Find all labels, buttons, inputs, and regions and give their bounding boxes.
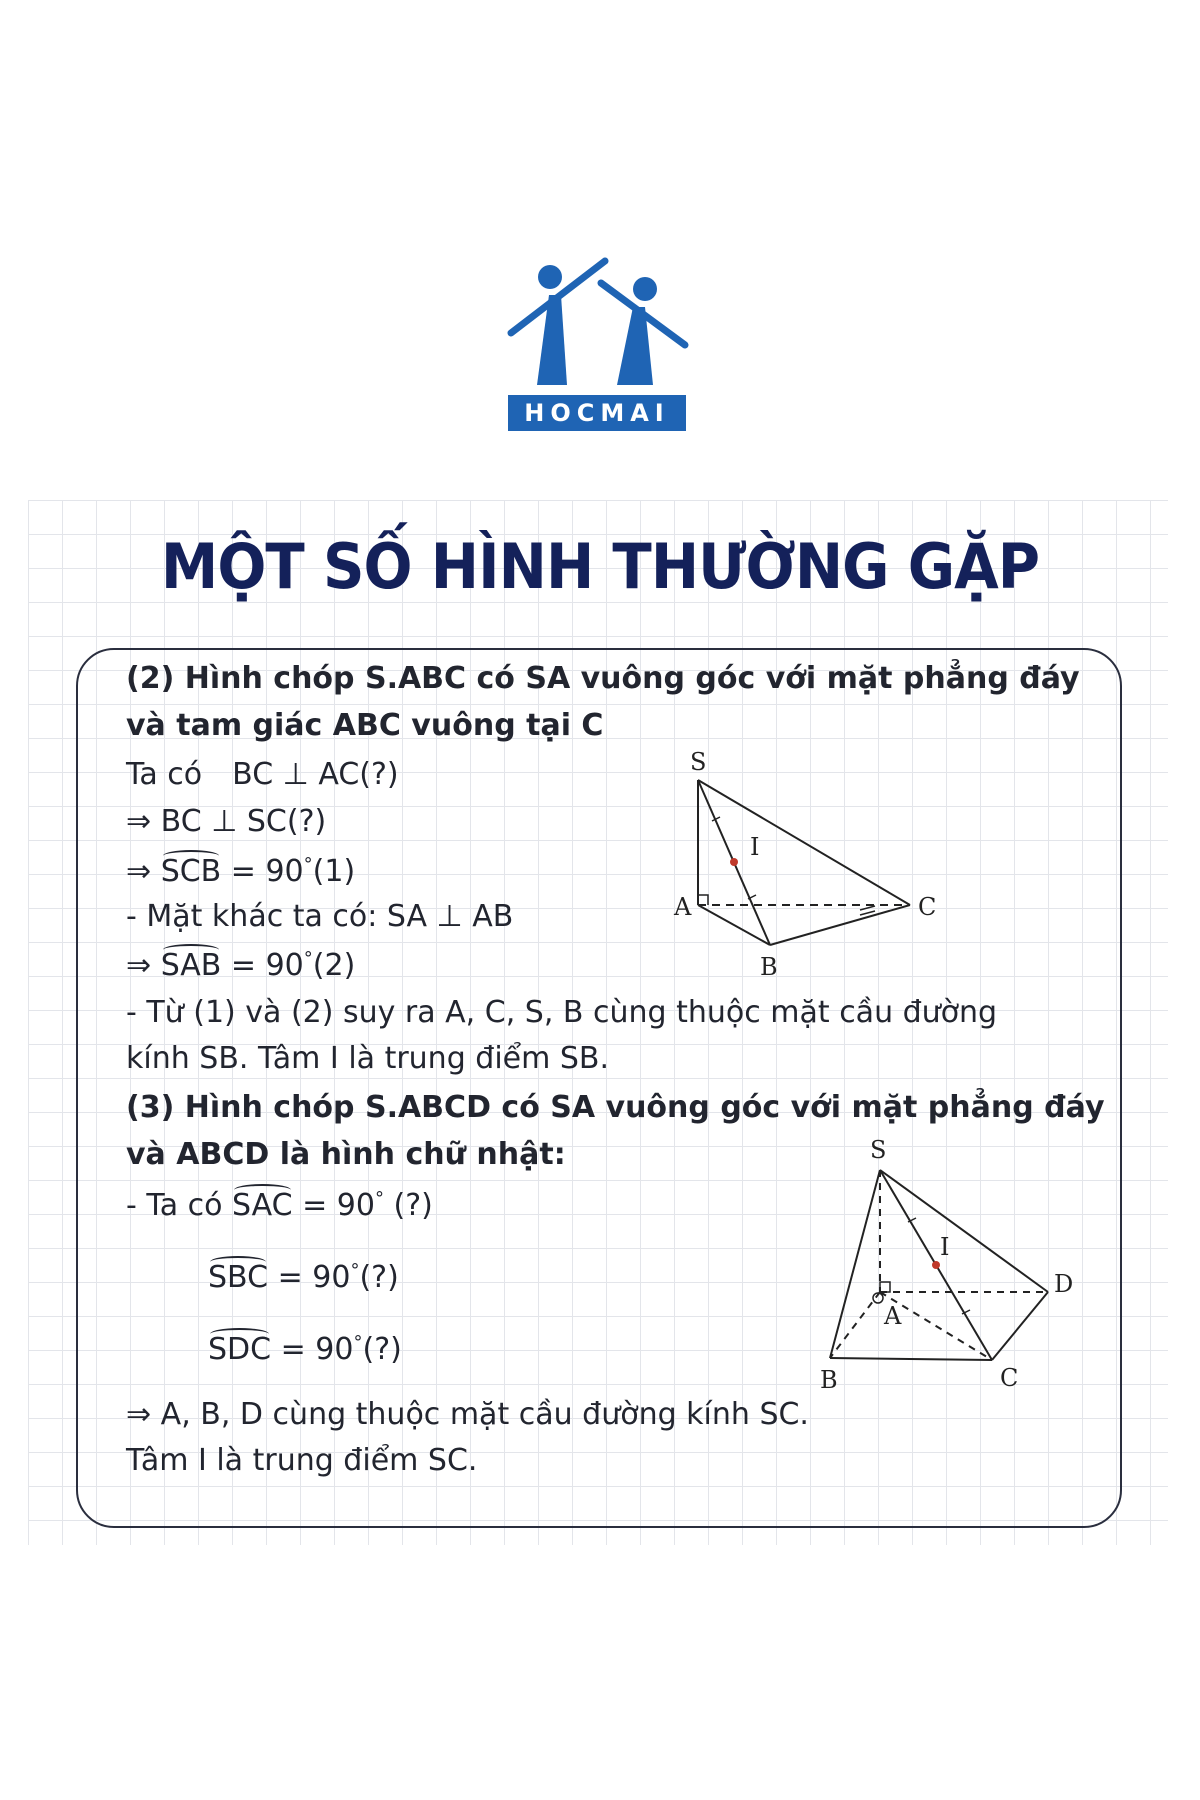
ref-2: (2) (312, 948, 356, 983)
section3-line4: ⇒ A, B, D cùng thuộc mặt cầu đường kính SC. (126, 1397, 809, 1432)
angle-sdc: SDC (208, 1332, 272, 1367)
label-d: D (1054, 1270, 1074, 1298)
angle-sbc: SBC (208, 1260, 269, 1295)
pyramid-sabcd-figure (790, 1130, 1090, 1400)
equals-90: = 90 (221, 854, 304, 889)
section3-line1 (126, 1190, 433, 1221)
implies-symbol: ⇒ (126, 948, 152, 983)
question-mark: (?) (359, 1260, 399, 1295)
section2-line7: kính SB. Tâm I là trung điểm SB. (126, 1041, 610, 1076)
angle-scb: SCB (160, 854, 222, 889)
label-c: C (918, 893, 937, 921)
equals-90: = 90 (221, 948, 304, 983)
degree-sign: ° (303, 948, 313, 969)
section3-line1-prefix: - Ta có (126, 1188, 223, 1223)
section2-line2: ⇒ BC ⊥ SC(?) (126, 804, 327, 839)
degree-sign: ° (303, 854, 313, 875)
question-mark: (?) (362, 1332, 402, 1367)
pyramid-sabc-figure (660, 745, 960, 990)
section3-heading-line2: và ABCD là hình chữ nhật: (126, 1137, 566, 1172)
label-s: S (870, 1136, 887, 1164)
section2-line6: - Từ (1) và (2) suy ra A, C, S, B cùng thuộc mặt cầu đường (126, 995, 998, 1030)
section3-heading-line1: (3) Hình chóp S.ABCD có SA vuông góc với mặt phẳng đáy (126, 1090, 1105, 1125)
section2-line1-prefix: Ta có (126, 757, 203, 792)
label-a: A (884, 1302, 902, 1330)
degree-sign: ° (350, 1260, 360, 1281)
degree-sign: ° (374, 1188, 384, 1209)
label-i: I (940, 1233, 950, 1261)
angle-sab: SAB (160, 948, 222, 983)
equals-90: = 90 (292, 1188, 375, 1223)
section2-line4: - Mặt khác ta có: SA ⊥ AB (126, 899, 514, 934)
label-i: I (750, 833, 760, 861)
hocmai-logo (505, 255, 690, 435)
label-b: B (760, 953, 778, 981)
section2-heading-line1: (2) Hình chóp S.ABC có SA vuông góc với mặt phẳng đáy (126, 661, 1080, 696)
midpoint-i-dot (932, 1261, 940, 1269)
label-a: A (674, 893, 692, 921)
degree-sign: ° (353, 1332, 363, 1353)
ref-1: (1) (312, 854, 356, 889)
label-c: C (1000, 1364, 1019, 1392)
section2-line5 (126, 950, 355, 981)
logo-label-box (508, 395, 686, 431)
page-title: MỘT SỐ HÌNH THƯỜNG GẶP (160, 530, 1040, 603)
label-b: B (820, 1366, 838, 1394)
question-mark: (?) (383, 1188, 433, 1223)
equals-90: = 90 (268, 1260, 351, 1295)
section3-line3 (208, 1334, 402, 1365)
label-s: S (690, 748, 707, 776)
section2-line3 (126, 856, 355, 887)
implies-symbol: ⇒ (126, 854, 152, 889)
equals-90: = 90 (271, 1332, 354, 1367)
logo-text: HOCMAI (524, 399, 670, 427)
angle-sac: SAC (232, 1188, 293, 1223)
section3-line2 (208, 1262, 399, 1293)
section2-line1 (126, 757, 399, 792)
midpoint-i-dot (730, 858, 738, 866)
section2-heading-line2: và tam giác ABC vuông tại C (126, 708, 604, 743)
section2-line1-expr: BC ⊥ AC(?) (232, 757, 399, 792)
section3-line5: Tâm I là trung điểm SC. (126, 1443, 478, 1478)
logo-figures-icon (505, 255, 690, 395)
